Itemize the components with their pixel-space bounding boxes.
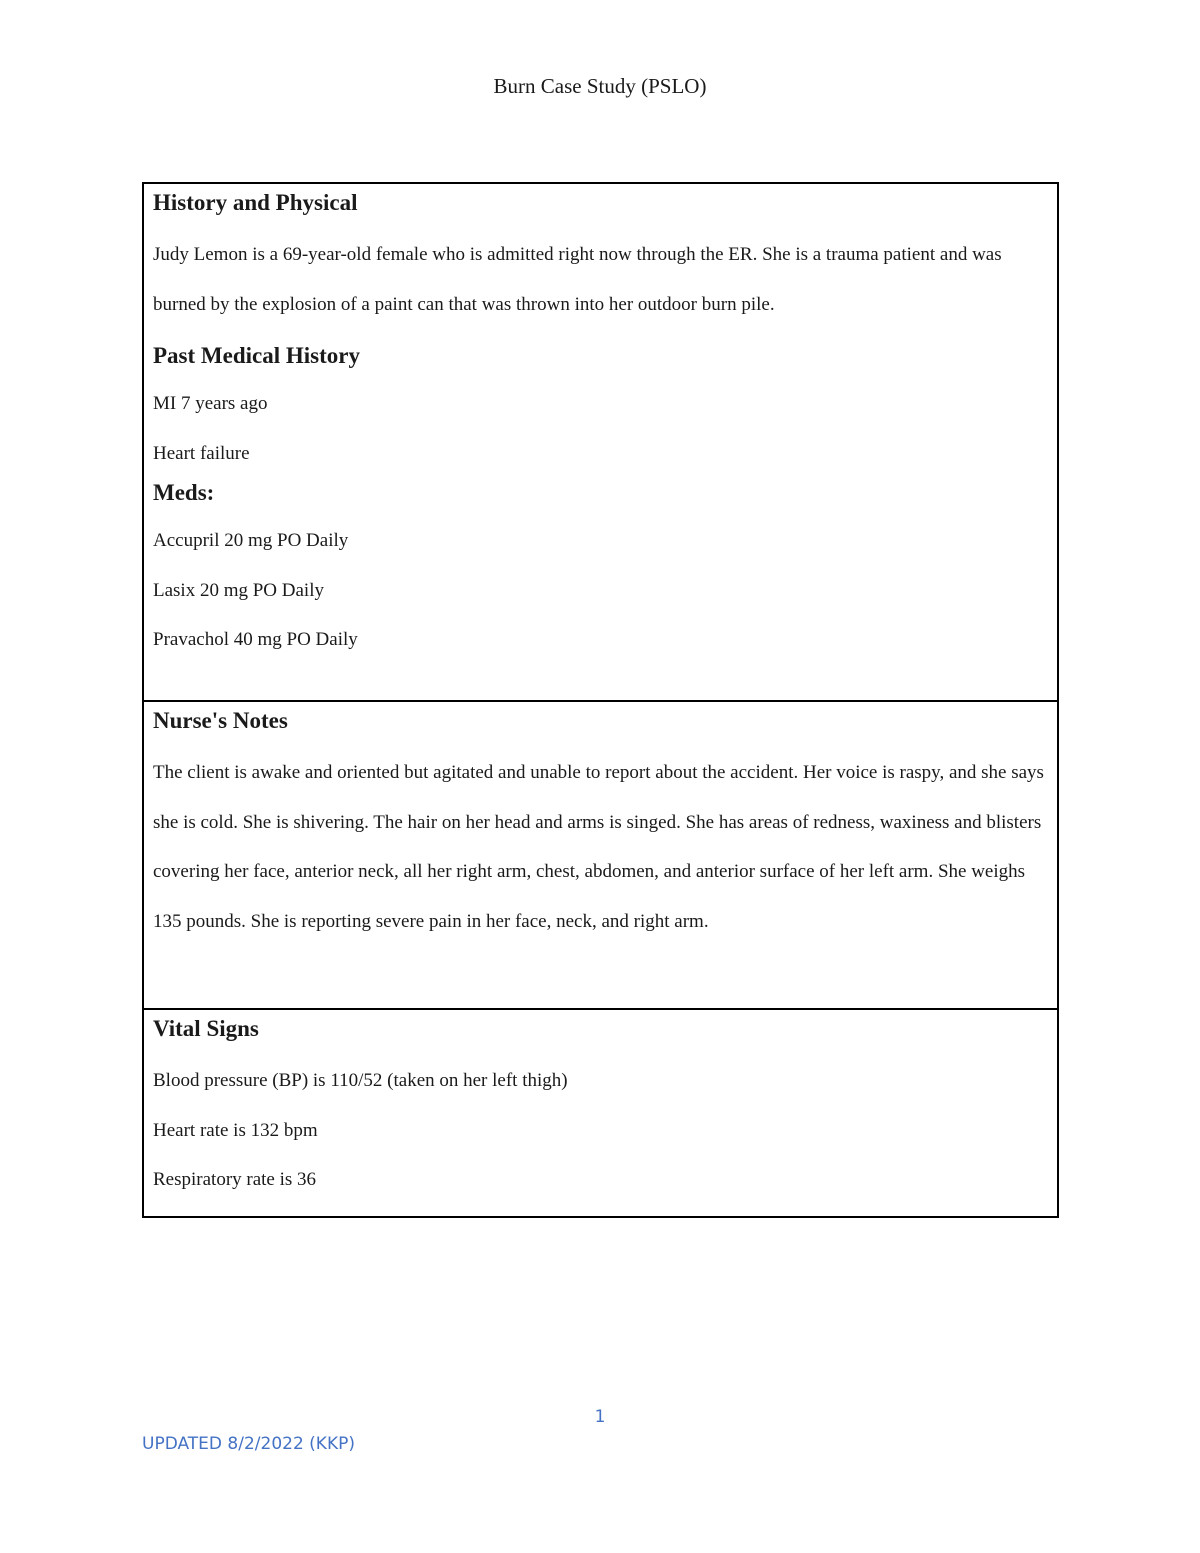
page-number: 1 bbox=[594, 1407, 606, 1427]
history-physical-section bbox=[144, 184, 1057, 700]
vital-signs-section bbox=[144, 1008, 1057, 1216]
pmh-item: MI 7 years ago bbox=[153, 393, 268, 414]
vital-signs-heading: Vital Signs bbox=[153, 1016, 259, 1041]
nurses-notes-section bbox=[144, 700, 1057, 1008]
nurses-notes-heading: Nurse's Notes bbox=[153, 708, 288, 733]
med-item: Accupril 20 mg PO Daily bbox=[153, 530, 349, 551]
vital-sign-item: Heart rate is 132 bpm bbox=[153, 1119, 318, 1141]
vital-sign-item: Blood pressure (BP) is 110/52 (taken on her left thigh) bbox=[153, 1070, 568, 1091]
case-study-table bbox=[142, 182, 1059, 1218]
med-item: Lasix 20 mg PO Daily bbox=[153, 579, 324, 601]
vital-sign-item: Respiratory rate is 36 bbox=[153, 1169, 317, 1190]
pmh-item: Heart failure bbox=[153, 442, 250, 464]
meds-heading: Meds: bbox=[153, 480, 215, 505]
past-medical-history-heading: Past Medical History bbox=[153, 343, 360, 368]
med-item: Pravachol 40 mg PO Daily bbox=[153, 629, 358, 650]
nurses-notes-body: The client is awake and oriented but agitated and unable to report about the accident. Her voice is raspy, and she says she is cold. She is shivering. The hair on her head and arms is singed. She has areas of redness, waxiness and blisters covering her face, anterior neck, all her right arm, chest, abdomen, and anterior surface of her left arm. She weighs 135 pounds. She is reporting severe pain in her face, neck, and right arm. bbox=[153, 762, 1044, 932]
footer-updated-note: UPDATED 8/2/2022 (KKP) bbox=[142, 1434, 355, 1454]
document-title: Burn Case Study (PSLO) bbox=[493, 74, 707, 98]
history-physical-heading: History and Physical bbox=[153, 190, 358, 215]
history-physical-body: Judy Lemon is a 69-year-old female who is admitted right now through the ER. She is a trauma patient and was burned by the explosion of a paint can that was thrown into her outdoor burn pile. bbox=[153, 244, 1002, 315]
